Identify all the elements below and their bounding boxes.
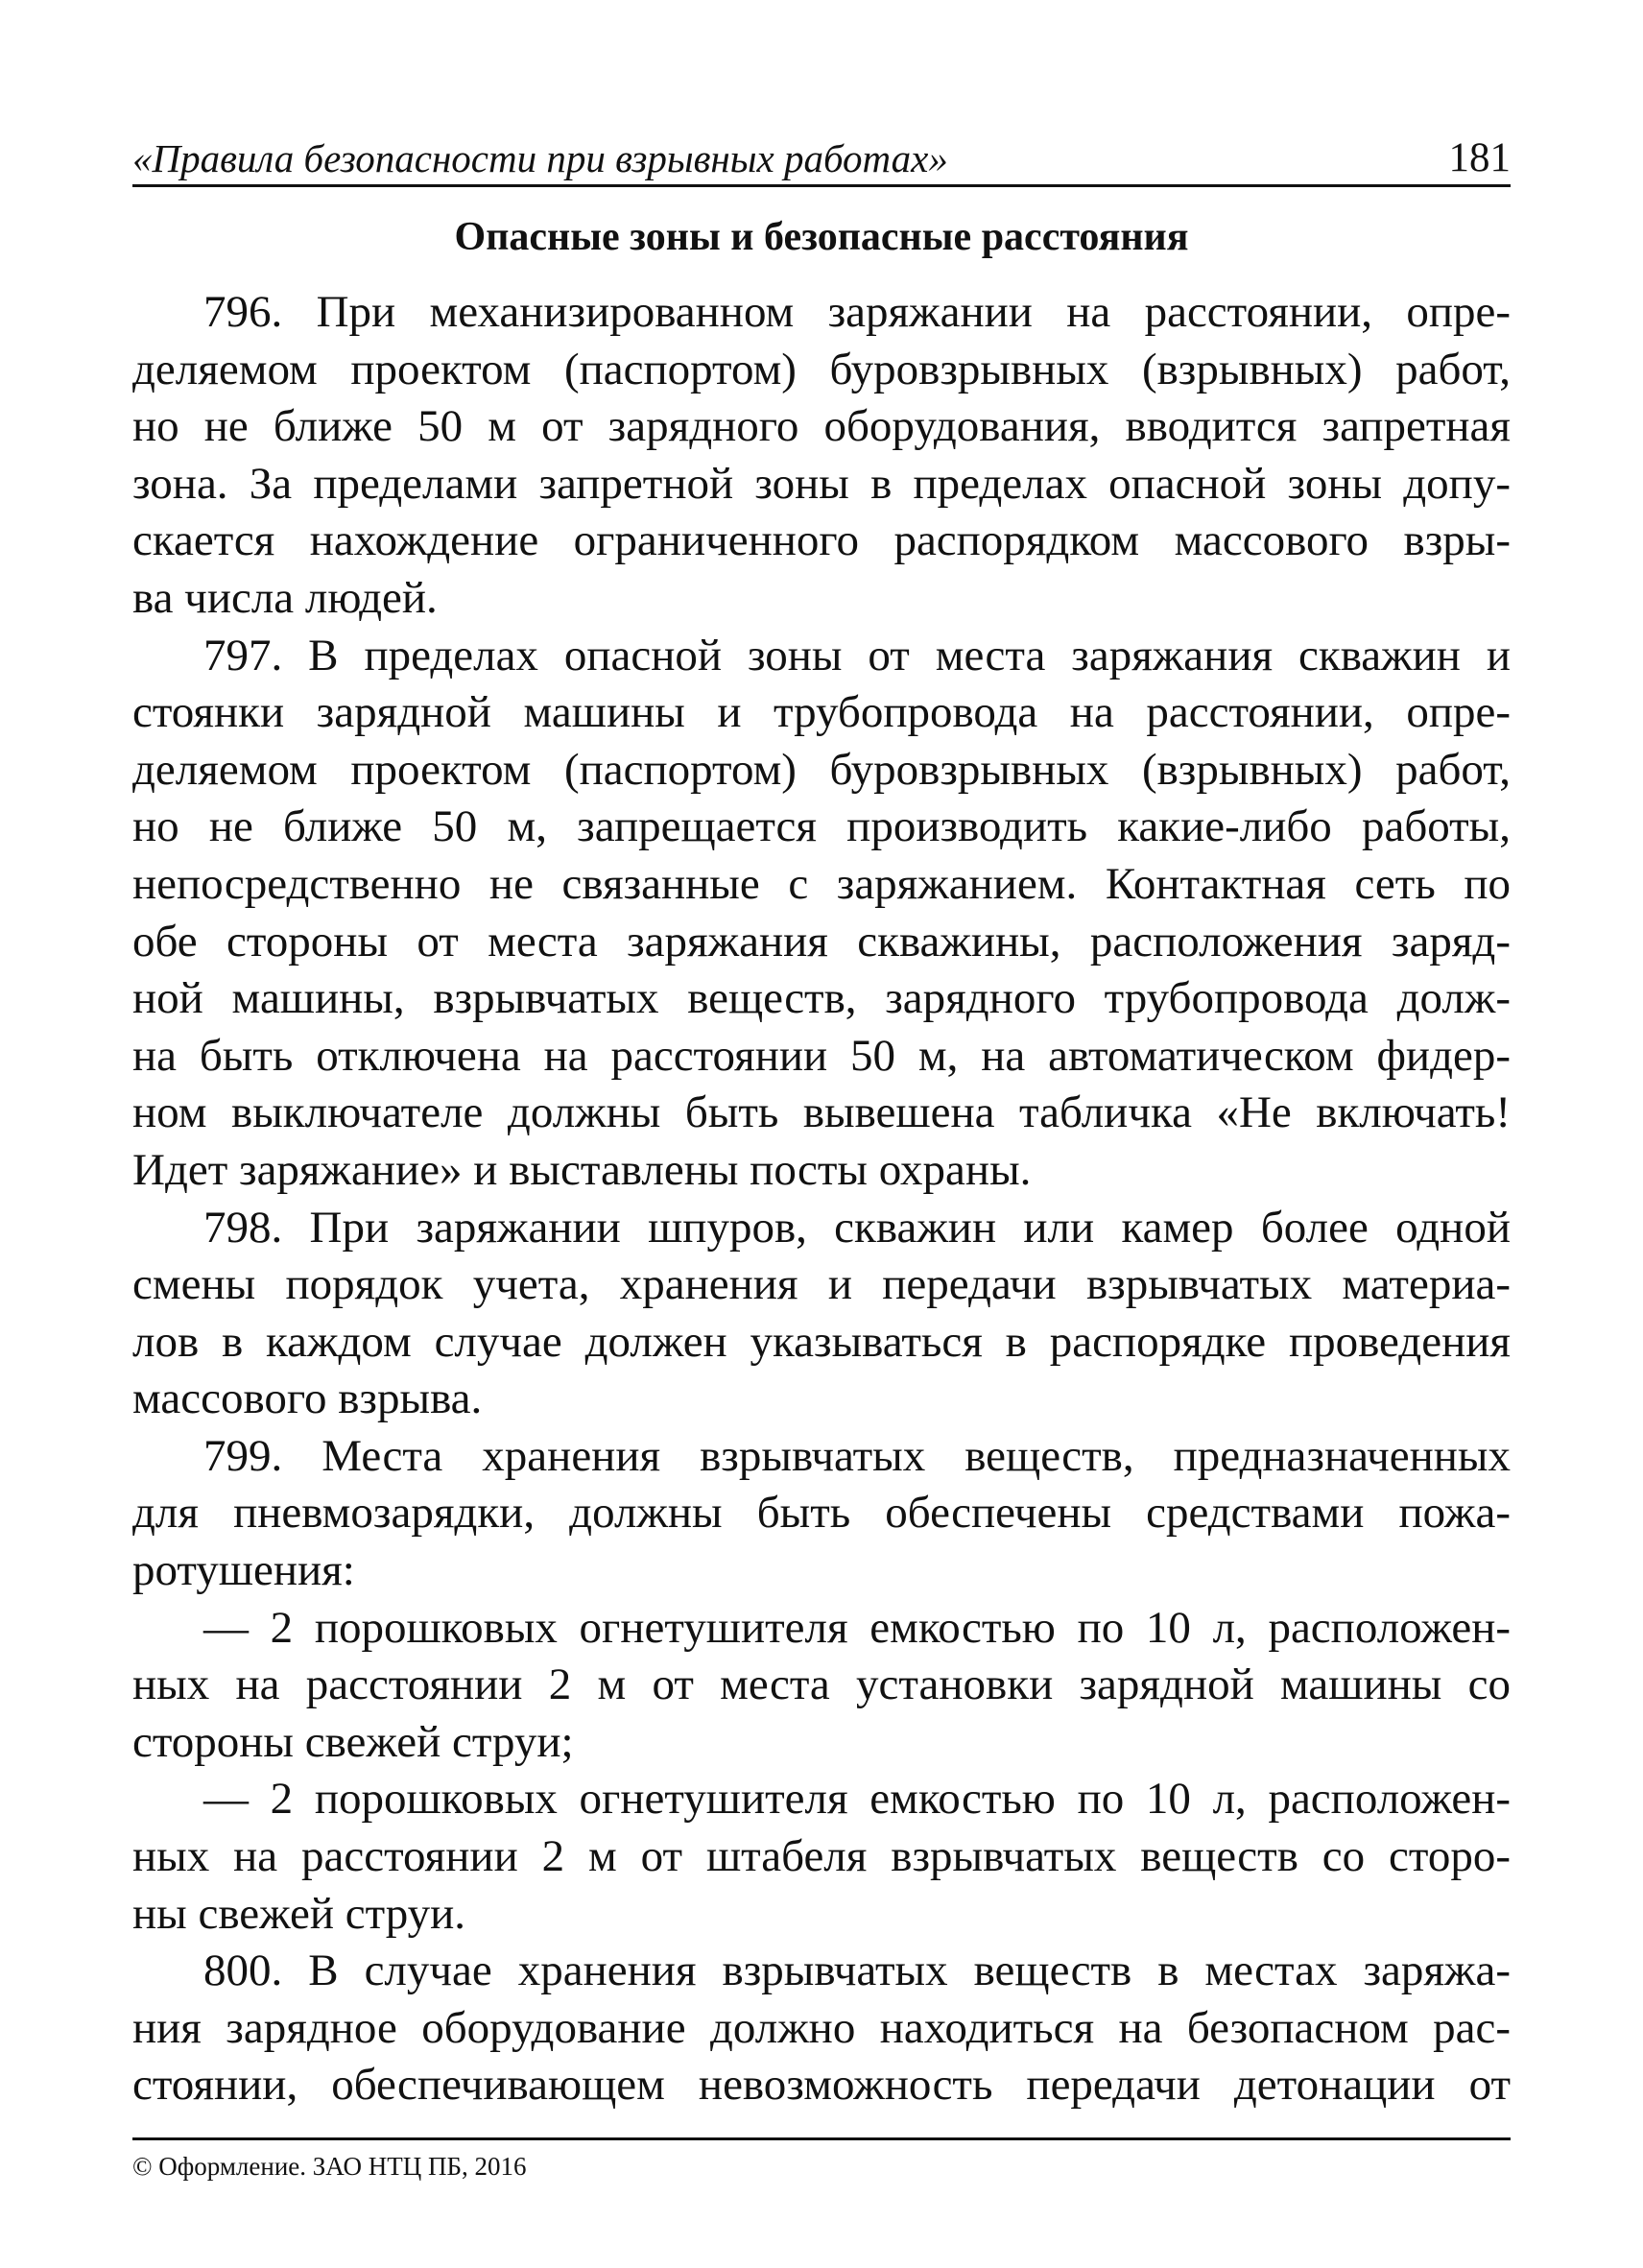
text-line: стоянки зарядной машины и трубопровода на расстоянии, опре- [132,687,1511,738]
text-line: 798. При заряжании шпуров, скважин или камер более одной [203,1202,1511,1253]
text-line: ны свежей струи. [132,1888,465,1939]
text-line: 800. В случае хранения взрывчатых веществ в местах заряжа- [203,1946,1511,1996]
text-line: массового взрыва. [132,1373,483,1424]
text-line: ния зарядное оборудование должно находиться на безопасном рас- [132,2002,1511,2053]
text-line: скается нахождение ограниченного распорядком массового взры- [132,515,1511,566]
text-line: ных на расстоянии 2 м от штабеля взрывчатых веществ со сторо- [132,1831,1511,1882]
text-line: 797. В пределах опасной зоны от места заряжания скважин и [203,630,1511,680]
copyright-text: © Оформление. ЗАО НТЦ ПБ, 2016 [132,2152,527,2181]
text-line: стоянии, обеспечивающем невозможность передачи детонации от [132,2060,1511,2111]
text-line: стороны свежей струи; [132,1716,574,1767]
running-title: «Правила безопасности при взрывных работах» [132,136,948,180]
page-footer [132,2137,1511,2181]
text-line: деляемом проектом (паспортом) буровзрывных (взрывных) работ, [132,344,1511,394]
section-title: Опасные зоны и безопасные расстояния [454,215,1189,259]
text-line: но не ближе 50 м, запрещается производить какие-либо работы, [132,801,1511,852]
running-header [132,123,1511,187]
text-line: деляемом проектом (паспортом) буровзрывных (взрывных) работ, [132,744,1511,795]
document-page [132,0,1511,2268]
text-line: лов в каждом случае должен указываться в распорядке проведения [132,1316,1511,1367]
body-text [132,284,1511,2114]
text-line: ротушения: [132,1545,355,1596]
text-line: на быть отключена на расстоянии 50 м, на автоматическом фидер- [132,1030,1511,1081]
text-line: непосредственно не связанные с заряжанием. Контактная сеть по [132,858,1511,909]
text-line: ной машины, взрывчатых веществ, зарядного трубопровода долж- [132,973,1511,1024]
text-line: ных на расстоянии 2 м от места установки зарядной машины со [132,1659,1511,1710]
text-line: 796. При механизированном заряжании на расстоянии, опре- [203,287,1511,337]
text-line: ва числа людей. [132,572,438,623]
page-number: 181 [1448,135,1511,180]
text-line: для пневмозарядки, должны быть обеспечены средствами пожа- [132,1488,1511,1539]
text-line: но не ближе 50 м от зарядного оборудования, вводится запретная [132,401,1511,452]
text-line: ном выключателе должны быть вывешена табличка «Не включать! [132,1087,1511,1138]
text-line: 799. Места хранения взрывчатых веществ, предназначенных [203,1430,1511,1481]
text-line: — 2 порошковых огнетушителя емкостью по 10 л, расположен- [203,1602,1511,1653]
text-line: обе стороны от места заряжания скважины, расположения заряд- [132,916,1511,967]
text-line: Идет заряжание» и выставлены посты охраны. [132,1144,1032,1195]
text-line: зона. За пределами запретной зоны в пределах опасной зоны допу- [132,458,1511,509]
text-line: — 2 порошковых огнетушителя емкостью по 10 л, расположен- [203,1774,1511,1825]
text-line: смены порядок учета, хранения и передачи взрывчатых материа- [132,1259,1511,1310]
